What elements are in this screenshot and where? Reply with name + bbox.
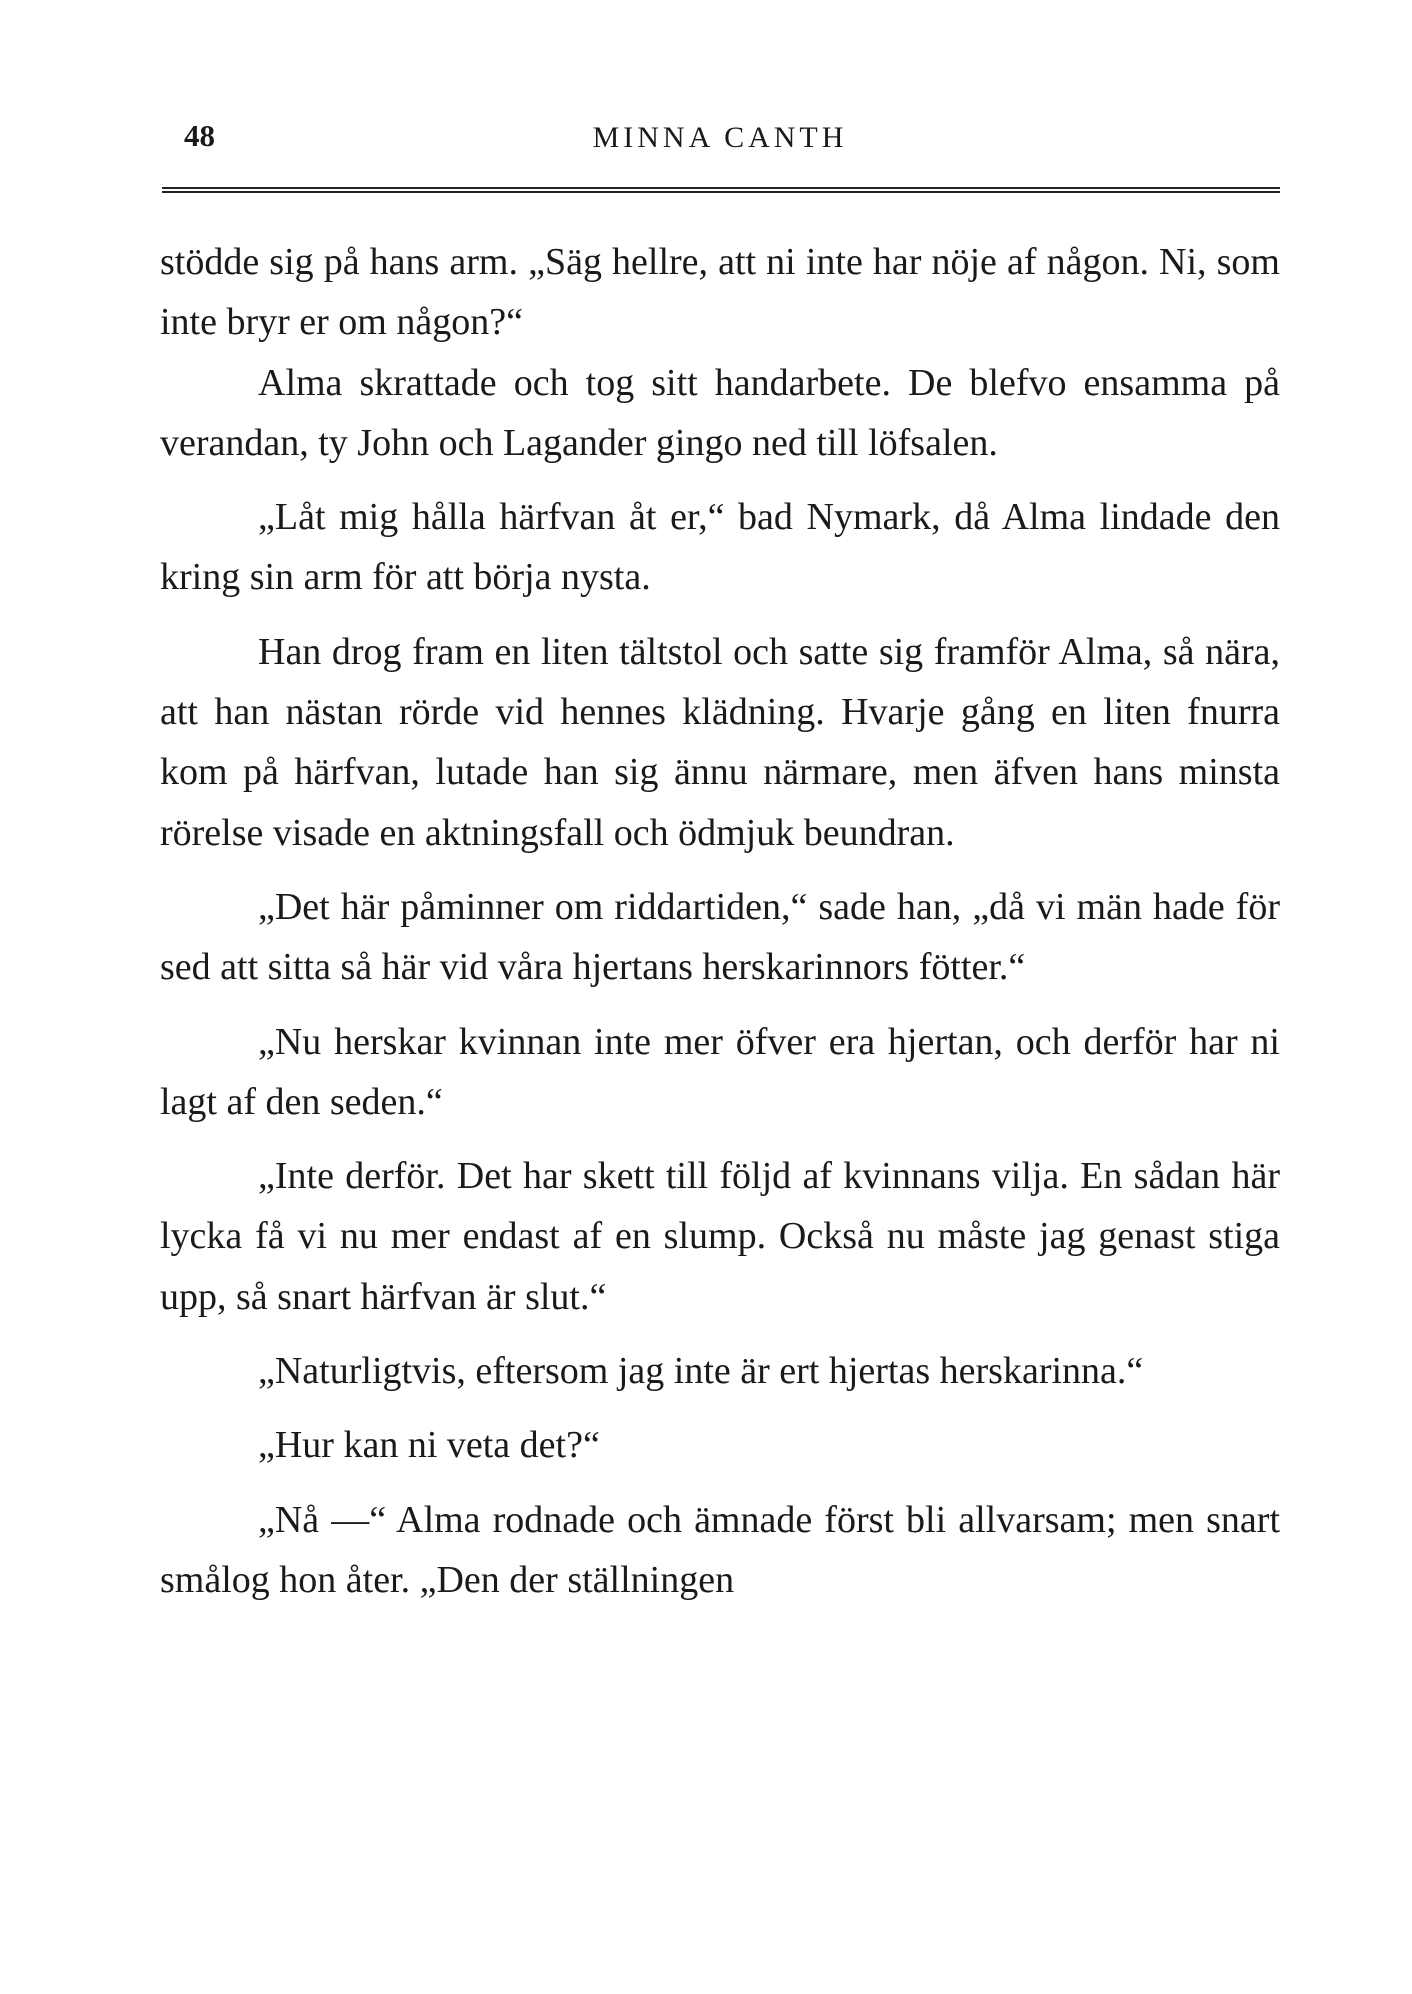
paragraph: „Hur kan ni veta det?“ <box>258 1424 600 1467</box>
paragraph: „Naturligtvis, eftersom jag inte är ert hjertas herskarinna.“ <box>258 1350 1144 1393</box>
page-header <box>160 108 1280 158</box>
running-head: MINNA CANTH <box>592 121 848 154</box>
paragraph: Han drog fram en liten tältstol och satte sig framför Alma, så nära, att han nästan rörde vid hennes klädning. Hvarje gång en liten fnurra kom på härfvan, lutade han sig ännu närmare, men äfven hans minsta rörelse visade en aktningsfall och ödmjuk beundran. <box>160 630 1280 854</box>
paragraph: „Det här påminner om riddartiden,“ sade han, „då vi män hade för sed att sitta så här vid våra hjertans herskarinnors fötter.“ <box>160 885 1280 989</box>
paragraph: „Nu herskar kvinnan inte mer öfver era hjertan, och derför har ni lagt af den seden.“ <box>160 1020 1280 1123</box>
paragraph: „Inte derför. Det har skett till följd af kvinnans vilja. En sådan här lycka få vi nu mer endast af en slump. Också nu måste jag genast stiga upp, så snart härfvan är slut.“ <box>160 1155 1280 1318</box>
paragraph: „Nå —“ Alma rodnade och ämnade först bli allvarsam; men snart smålog hon åter. „Den der ställningen <box>160 1498 1280 1601</box>
body-text <box>160 232 1280 1610</box>
paragraph: Alma skrattade och tog sitt handarbete. De blefvo ensamma på verandan, ty John och Lagander gingo ned till löfsalen. <box>160 361 1280 464</box>
header-rule <box>162 187 1280 193</box>
paragraph: „Låt mig hålla härfvan åt er,“ bad Nymark, då Alma lindade den kring sin arm för att börja nysta. <box>160 496 1280 599</box>
paragraph: stödde sig på hans arm. „Säg hellre, att ni inte har nöje af någon. Ni, som inte bryr er om någon?“ <box>160 241 1280 344</box>
page-number: 48 <box>184 118 215 153</box>
